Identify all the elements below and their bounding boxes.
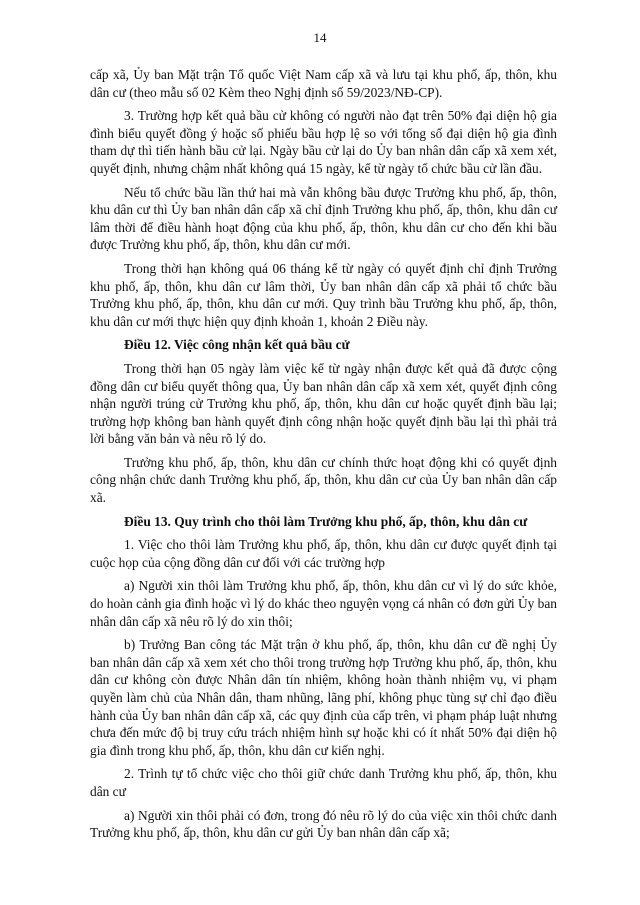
paragraph-clause-3: 3. Trường hợp kết quả bầu cử không có người nào đạt trên 50% đại diện hộ gia đình biểu quyết đồng ý hoặc số phiếu bầu hợp lệ so với tổng số đại diện hộ gia đình tham dự thì tiến hành bầu cử lại. Ngày bầu cử lại do Ủy ban nhân dân cấp xã xem xét, quyết định, nhưng chậm nhất không quá 15 ngày, kể từ ngày tổ chức bầu cử lần đầu. (90, 108, 557, 176)
paragraph-clause-2: 2. Trình tự tổ chức việc cho thôi giữ chức danh Trưởng khu phố, ấp, thôn, khu dân cư (90, 766, 557, 799)
document-body (90, 66, 557, 848)
article-12-heading: Điều 12. Việc công nhận kết quả bầu cử (124, 337, 350, 353)
paragraph-official-activity: Trưởng khu phố, ấp, thôn, khu dân cư chính thức hoạt động khi có quyết định công nhận chức danh Trưởng khu phố, ấp, thôn, khu dân cư của Ủy ban nhân dân cấp xã. (90, 454, 557, 506)
article-13-heading: Điều 13. Quy trình cho thôi làm Trưởng khu phố, ấp, thôn, khu dân cư (124, 513, 528, 529)
paragraph-point-b: b) Trưởng Ban công tác Mặt trận ở khu phố, ấp, thôn, khu dân cư đề nghị Ủy ban nhân dân cấp xã xem xét cho thôi trong trường hợp Trưởng khu phố, ấp, thôn, khu dân cư không còn được Nhân dân tín nhiệm, không hoàn thành nhiệm vụ, vi phạm quyền làm chủ của Nhân dân, tham nhũng, lãng phí, không phục tùng sự chỉ đạo điều hành của Ủy ban nhân dân cấp xã, các quy định của cấp trên, vi phạm pháp luật nhưng chưa đến mức độ bị truy cứu trách nhiệm hình sự hoặc khi có ít nhất 50% đại diện hộ gia đình trong khu phố, ấp, thôn, khu dân cư kiến nghị. (90, 637, 557, 758)
paragraph-clause-2-point-a: a) Người xin thôi phải có đơn, trong đó nêu rõ lý do của việc xin thôi chức danh Trưởng khu phố, ấp, thôn, khu dân cư gửi Ủy ban nhân dân cấp xã; (90, 807, 557, 841)
paragraph-clause-1: 1. Việc cho thôi làm Trưởng khu phố, ấp, thôn, khu dân cư được quyết định tại cuộc họp của cộng đồng dân cư đối với các trường hợp (90, 537, 557, 570)
paragraph-continuation: cấp xã, Ủy ban Mặt trận Tổ quốc Việt Nam cấp xã và lưu tại khu phố, ấp, thôn, khu dân cư (theo mẫu số 02 Kèm theo Nghị định số 59/2023/NĐ-CP). (90, 67, 557, 100)
paragraph-interim-term: Trong thời hạn không quá 06 tháng kể từ ngày có quyết định chỉ định Trưởng khu phố, ấp, thôn, khu dân cư lâm thời, Ủy ban nhân dân cấp xã phải tổ chức bầu Trưởng khu phố, ấp, thôn, khu dân cư mới. Quy trình bầu Trưởng khu phố, ấp, thôn, khu dân cư mới thực hiện quy định khoản 1, khoản 2 Điều này. (90, 260, 557, 329)
paragraph-point-a: a) Người xin thôi làm Trưởng khu phố, ấp, thôn, khu dân cư vì lý do sức khỏe, do hoàn cảnh gia đình hoặc vì lý do khác theo nguyện vọng cá nhân có đơn gửi Ủy ban nhân dân cấp xã nêu rõ lý do xin thôi; (90, 578, 557, 629)
paragraph-second-election: Nếu tổ chức bầu lần thứ hai mà vẫn không bầu được Trưởng khu phố, ấp, thôn, khu dân cư thì Ủy ban nhân dân cấp xã chỉ định Trưởng khu phố, ấp, thôn, khu dân cư lâm thời để điều hành hoạt động của khu phố, ấp, thôn, khu dân cư cho đến khi bầu được Trưởng khu phố, ấp, thôn, khu dân cư mới. (90, 184, 557, 253)
page-number: 14 (313, 30, 327, 45)
paragraph-recognition: Trong thời hạn 05 ngày làm việc kể từ ngày nhận được kết quả đã được cộng đồng dân cư biểu quyết thông qua, Ủy ban nhân dân cấp xã xem xét, quyết định công nhận người trúng cử Trưởng khu phố, ấp, thôn, khu dân cư hoặc quyết định bầu lại; trường hợp không ban hành quyết định công nhận hoặc quyết định bầu lại thì phải trả lời bằng văn bản và nêu rõ lý do. (90, 360, 557, 447)
